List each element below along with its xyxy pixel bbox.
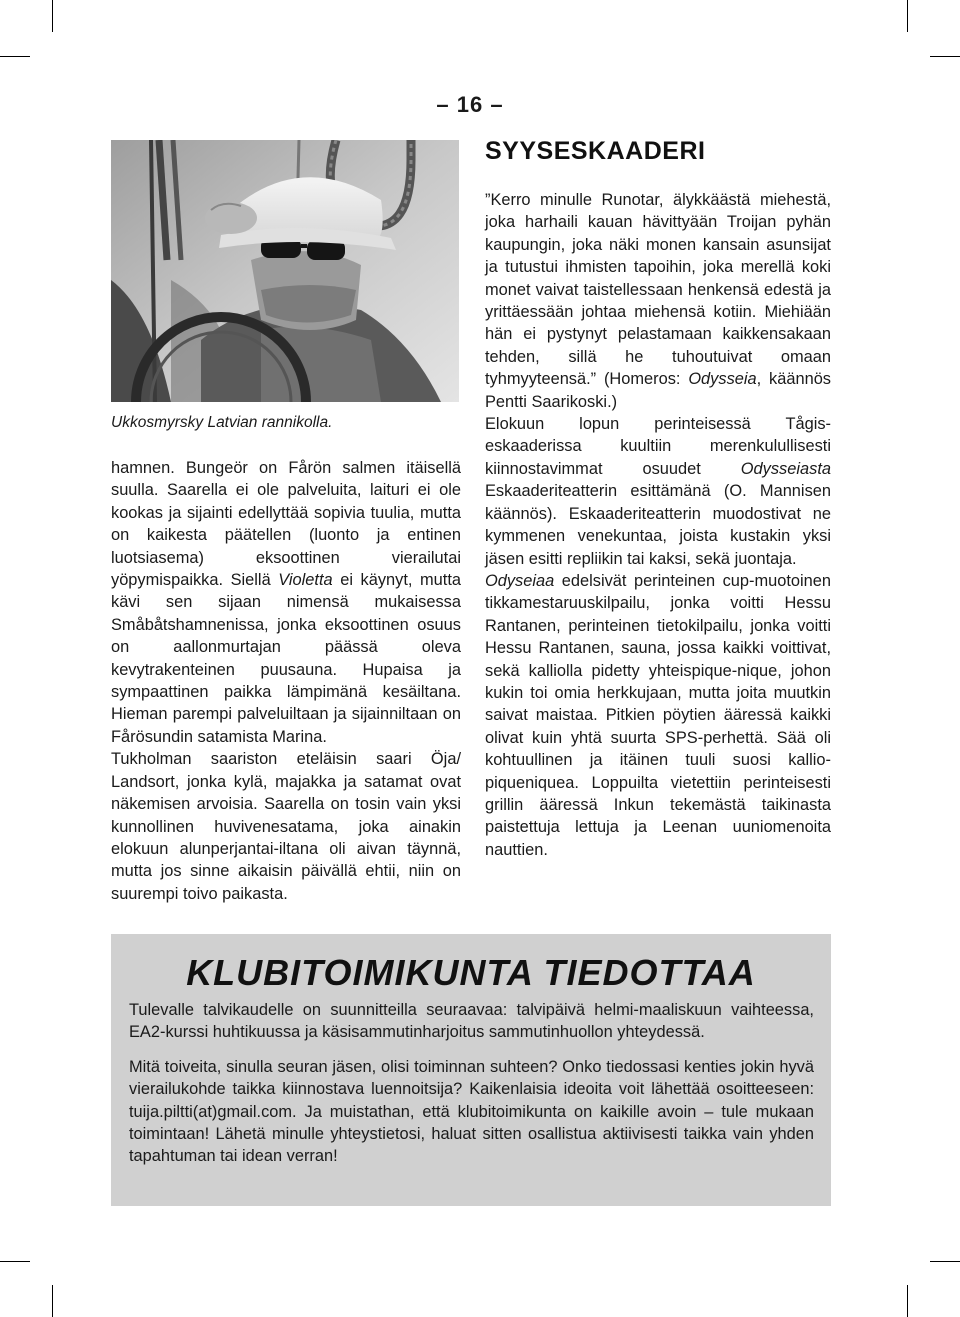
photo-caption: Ukkosmyrsky Latvian rannikolla.: [111, 414, 333, 431]
notice-box: [111, 934, 831, 1206]
left-column: [111, 457, 461, 905]
right-column: [485, 189, 831, 861]
crop-mark: [52, 0, 53, 32]
text-run: Elokuun lopun perinteisessä Tågis-eskaaderissa kuultiin merenkulullisesti kiinnostavimmat osuudet: [485, 415, 831, 478]
text-run: hamnen. Bungeör on Fårön salmen itäisellä suulla. Saarella ei ole palveluita, laituri ei ole kookas ja sijainti edellyttää sopivia tuulia, mutta on kaikesta päätellen (luonto ja entinen luotsiasema) eksoottinen vierailutai yöpymispaikka. Siellä: [111, 459, 461, 590]
text-run: edelsivät perinteinen cup-muotoinen tikkamestaruuskilpailu, jonka voitti Hessu Rantanen, perinteinen tietokilpailu, jonka voitti Hessu Rantanen, sauna, jossa kaikki voittivat, sekä kalliolla pidetty yhteispique-nique, johon kukin toi omia herkkujaan, mutta joita muutkin saivat maistaa. Pitkien pöytien ääressä kaikki olivat kuin yhtä suurta SPS-perhettä. Sää oli kohtuullinen ja itäinen tuuli suosi kallio-piqueniquea. Loppuilta vietettiin perinteisesti grillin ääressä Inkun tekemästä taikinasta paistettuja lettuja ja Leenan uuniomenoita nauttien.: [485, 571, 831, 859]
right-paragraph-1: [485, 189, 831, 413]
crop-mark: [52, 1285, 53, 1317]
section-title: SYYSESKAADERI: [485, 137, 706, 165]
crop-mark: [907, 1285, 908, 1317]
left-paragraph-2: Tukholman saariston eteläisin saari Öja/ Landsort, jonka kylä, majakka ja satamat ovat näkemisen arvoisia. Saarella on tosin vain yksi kunnollinen huvivenesatama, joka ainakin elokuun alunperjantai-iltana oli aivan täynnä, mutta jos sinne aikaisin päivällä ehtii, niin on suurempi toivo paikasta.: [111, 750, 461, 903]
crop-mark: [0, 56, 30, 57]
notice-title: KLUBITOIMIKUNTA TIEDOTTAA: [186, 952, 756, 993]
text-run: ”Kerro minulle Runotar, älykkäästä miehestä, joka harhaili kauan hävittyään Troijan pyhän kaupungin, joka näki monen kansain asunsijat ja tutustui ihmisten tapoihin, joka merellä koki monet vaivat taistellessaan henkensä edestä ja yrittäessään johtaa miehensä kotiin. Miehiään hän ei pystynyt pelastamaan kaikkensakaan tehden, sillä he tuhoutuivat omaan tyhmyyteensä.” (Homeros:: [485, 191, 831, 389]
crop-mark: [930, 56, 960, 57]
crop-mark: [907, 0, 908, 32]
italic-text: Odysseiasta: [740, 459, 831, 478]
italic-text: Odysseia: [688, 370, 757, 389]
notice-paragraph-1: Tulevalle talvikaudelle on suunnitteilla seuraavaa: talvipäivä helmi-maaliskuun vaihteessa, EA2-kurssi huhtikuussa ja käsisammutinharjoitus sammutinhuollon yhteydessä.: [129, 1001, 814, 1042]
text-run: Eskaaderiteatterin esittämänä (O. Mannisen käännös). Eskaaderiteatterin muodostivat ne kymmenen venekuntaa, joista kustakin yksi jäsen esitti repliikin tai kaksi, sekä juontaja.: [485, 482, 831, 568]
right-paragraph-2: [485, 413, 831, 570]
notice-body: [129, 999, 814, 1180]
left-paragraph-1: [111, 457, 461, 748]
crop-mark: [930, 1261, 960, 1262]
right-paragraph-3: [485, 570, 831, 861]
italic-text: Odyseiaa: [485, 571, 555, 590]
notice-paragraph-2: Mitä toiveita, sinulla seuran jäsen, olisi toiminnan suhteen? Onko tiedossasi kenties jokin hyvä vierailukohde taikka kiinnostava luennoitsija? Kaikenlaisia ideoita voit lähettää osoitteeseen: tuija.piltti(at)gmail.com. Ja muistathan, että klubitoimikunta on kaikille avoin – tule mukaan toimintaan! Lähetä minulle yhteystietosi, haluat sitten osallistua aktiivisesti taikka vain yhden tapahtuman tai idean verran!: [129, 1057, 814, 1166]
italic-text: Violetta: [278, 571, 333, 590]
text-run: ei käynyt, mutta kävi sen sijaan nimensä mukaisessa Småbåtshamnenissa, jonka eksoottinen osuus on aallonmurtajan päässä oleva kevytrakenteinen puusauna. Hupaisa ja sympaattinen paikka lämpimänä kesäiltana. Hieman parempi palveluiltaan ja sijainniltaan on Fårösundin satamista Marina.: [111, 571, 461, 746]
text-run: , käännös Pentti Saarikoski.): [485, 370, 831, 411]
crop-mark: [0, 1261, 30, 1262]
photo-sailor: [111, 140, 459, 402]
page-number: – 16 –: [436, 92, 504, 117]
